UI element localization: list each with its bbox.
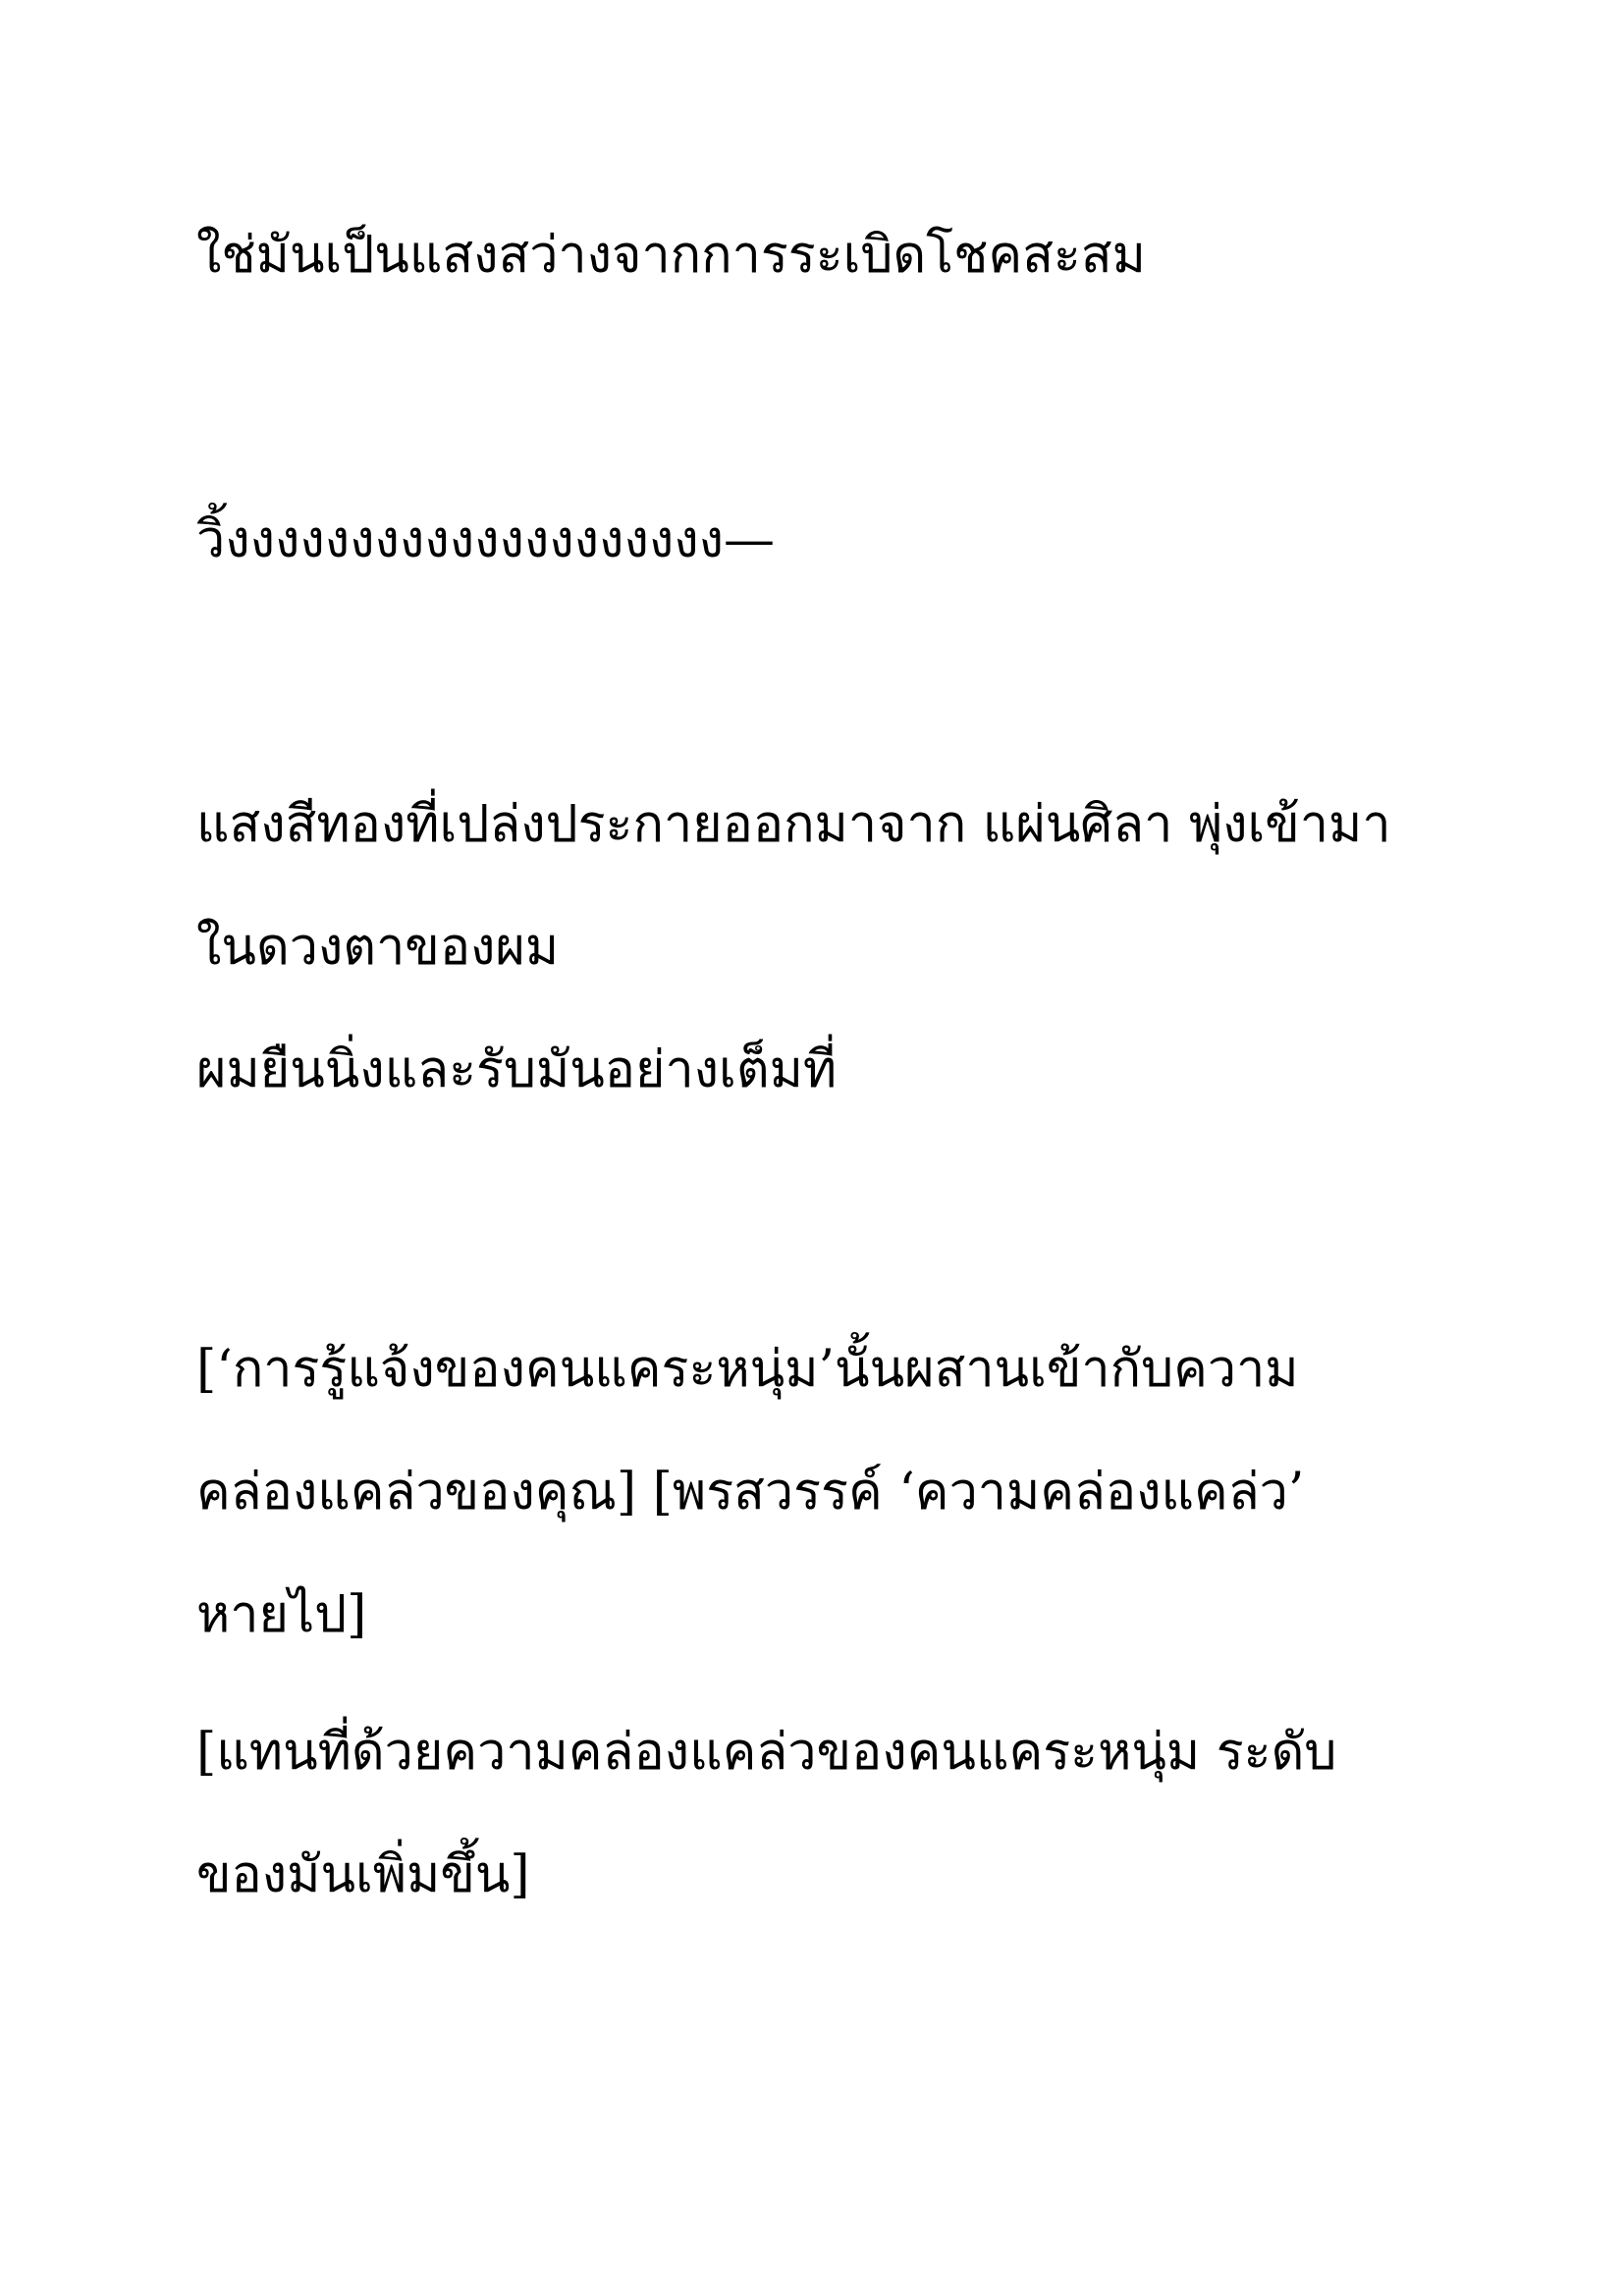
system-message-line-4: [แทนที่ด้วยความคล่องแคล่วของคนแคระหนุ่ม ระดับ: [196, 1723, 1337, 1782]
text-line-stand-still: ผมยืนนิ่งและรับมันอย่างเต็มที่: [196, 1041, 838, 1099]
text-line-golden-light: แสงสีทองที่เปล่งประกายออกมาจาก แผ่นศิลา พุ่งเข้ามา: [196, 795, 1391, 854]
system-message-line-2: คล่องแคล่วของคุณ] [พรสวรรค์ ‘ความคล่องแคล่ว’: [196, 1463, 1305, 1522]
text-line-eyes: ในดวงตาของผม: [196, 918, 560, 977]
text-line-explosion-light: ใช่มันเป็นแสงสว่างจากการระเบิดโชคสะสม: [196, 226, 1146, 285]
text-line-sound-effect: วิ้งงงงงงงงงงงงงงงงงงงง—: [196, 510, 776, 569]
system-message-line-3: หายไป]: [196, 1585, 367, 1644]
system-message-line-1: [‘การรู้แจ้งของคนแคระหนุ่ม’นั้นผสานเข้ากับความ: [196, 1340, 1299, 1399]
system-message-line-5: ของมันเพิ่มขึ้น]: [196, 1845, 530, 1904]
